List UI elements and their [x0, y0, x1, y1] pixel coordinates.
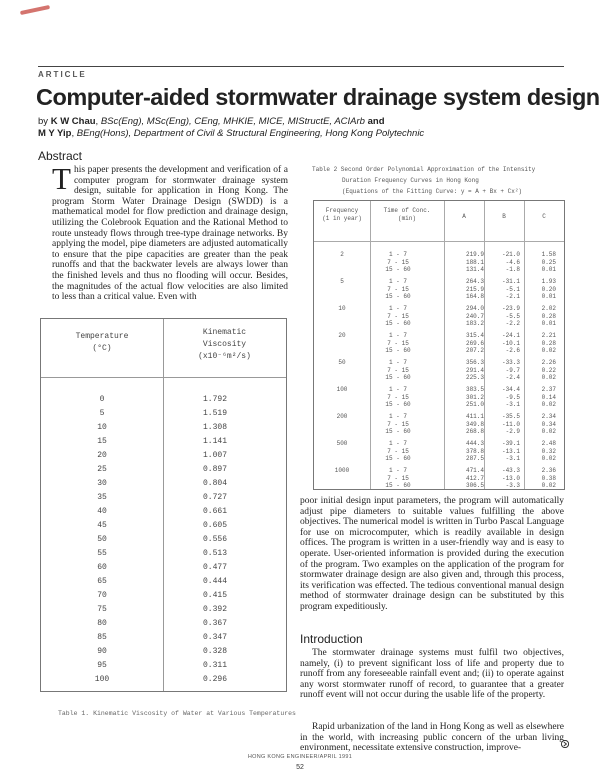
- table-1-row: [41, 549, 286, 561]
- duration-cell: 15 - 60: [385, 482, 411, 489]
- author-and: and: [367, 116, 385, 127]
- coef-a-cell: 251.0: [465, 401, 484, 408]
- intro-paragraph-1: The stormwater drainage systems must fulfil two objectives, namely, (i) to prevent significant loss of life and property due to runoff from any foreseeable rainfall event and; (ii) to operate against any worst stormwater runoff of record, to guarantee that a greater runoff event will not occur during the usable life of the property.: [300, 648, 564, 701]
- coef-c-cell: 0.22: [541, 366, 556, 374]
- table-1-row: [41, 605, 286, 617]
- intro-paragraph-2: Rapid urbanization of the land in Hong Kong as well as elsewhere in the world, with increasing public concern of the urban living environment, necessitate extensive construction, improve-: [300, 722, 564, 754]
- coef-b-cell: -3.1: [505, 455, 520, 462]
- coef-c-cell: 0.01: [541, 320, 556, 327]
- temperature-cell: 95: [97, 661, 107, 670]
- continue-arrow-icon: [561, 740, 569, 748]
- coef-c-cell: 2.48: [541, 440, 556, 447]
- section-kicker: ARTICLE: [38, 70, 87, 79]
- coef-b-cell: -11.0: [501, 420, 520, 428]
- duration-cell: 15 - 60: [385, 293, 411, 300]
- temperature-cell: 70: [97, 591, 107, 600]
- abstract-heading: Abstract: [38, 149, 83, 163]
- coef-b-cell: -3.3: [505, 482, 520, 489]
- temperature-cell: 45: [97, 521, 107, 530]
- author-line-2: M Y Yip, BEng(Hons), Department of Civil & Structural Engineering, Hong Kong Polytechnic: [38, 128, 425, 139]
- table-1-row: [41, 437, 286, 449]
- coef-c-cell: 2.37: [541, 386, 556, 393]
- coef-c-cell: 0.02: [541, 455, 556, 462]
- table-2-group: [314, 465, 564, 497]
- temperature-cell: 35: [97, 493, 107, 502]
- coef-a-cell: 188.1: [465, 258, 484, 266]
- temperature-cell: 50: [97, 535, 107, 544]
- ink-mark: [20, 5, 50, 15]
- coef-a-cell: 294.0: [465, 305, 484, 312]
- table-1-row: [41, 675, 286, 687]
- duration-cell: 1 - 7: [388, 386, 407, 393]
- table-1-row: [41, 647, 286, 659]
- coef-b-cell: -13.1: [501, 447, 520, 455]
- temperature-cell: 55: [97, 549, 107, 558]
- table-1-row: [41, 563, 286, 575]
- viscosity-cell: 1.007: [203, 451, 228, 460]
- coef-b-cell: -5.5: [505, 312, 520, 320]
- coef-b-cell: -43.3: [501, 467, 520, 474]
- temperature-cell: 75: [97, 605, 107, 614]
- coef-b-cell: -1.8: [505, 266, 520, 273]
- coef-c-cell: 2.02: [541, 305, 556, 312]
- duration-cell: 7 - 15: [387, 366, 409, 374]
- coef-c-cell: 0.38: [541, 474, 556, 482]
- coef-b-cell: -35.5: [501, 413, 520, 420]
- coef-a-cell: 131.4: [465, 266, 484, 273]
- viscosity-cell: 0.477: [203, 563, 228, 572]
- author-line-1: by K W Chau, BSc(Eng), MSc(Eng), CEng, MHKIE, MICE, MIStructE, ACIArb and: [38, 116, 385, 127]
- coef-a-cell: 183.2: [465, 320, 484, 327]
- frequency-cell: 200: [336, 413, 348, 420]
- coef-c-cell: 0.02: [541, 401, 556, 408]
- coef-c-cell: 0.02: [541, 482, 556, 489]
- duration-cell: 15 - 60: [385, 455, 411, 462]
- table-1-row: [41, 423, 286, 435]
- coef-c-cell: 0.25: [541, 258, 556, 266]
- duration-cell: 1 - 7: [388, 359, 407, 366]
- coef-c-cell: 1.93: [541, 278, 556, 285]
- coef-c-cell: 0.14: [541, 393, 556, 401]
- table-1-row: [41, 395, 286, 407]
- table-2-header-duration: Time of Conc. (min): [383, 207, 431, 222]
- viscosity-cell: 0.605: [203, 521, 228, 530]
- coef-b-cell: -9.5: [505, 393, 520, 401]
- table-1-row: [41, 633, 286, 645]
- duration-cell: 1 - 7: [388, 305, 407, 312]
- coef-a-cell: 207.2: [465, 347, 484, 354]
- author-by: by: [38, 116, 49, 127]
- coef-a-cell: 444.3: [465, 440, 484, 447]
- temperature-cell: 60: [97, 563, 107, 572]
- coef-c-cell: 2.21: [541, 332, 556, 339]
- viscosity-cell: 0.296: [203, 675, 228, 684]
- duration-cell: 15 - 60: [385, 266, 411, 273]
- temperature-cell: 25: [97, 465, 107, 474]
- abstract-body: his paper presents the development and verification of a computer program for stormwater drainage system design, suitable for application in Hong Kong. The program Storm Water Drainage Design (SWDD) is a mathematical model for flow prediction and drainage design, utilizing the Colebrook Equation and the Rational Method to route unsteady flows through tree-type drainage networks. By applying the model, pipe diameters are adjusted automatically to ensure that the pipe capacities are greater than the peak runoffs and that the backwater levels are always lower than the finished levels and thus no flooding will occur. Besides, the magnitudes of the actual flow velocities are also limited to less than a critical value. Even with: [52, 165, 288, 303]
- coef-c-cell: 2.26: [541, 359, 556, 366]
- table-1-row: [41, 493, 286, 505]
- coef-b-cell: -34.4: [501, 386, 520, 393]
- duration-cell: 7 - 15: [387, 420, 409, 428]
- temperature-cell: 80: [97, 619, 107, 628]
- coef-c-cell: 2.34: [541, 413, 556, 420]
- page-number: 52: [296, 764, 304, 771]
- table-2-header-frequency: Frequency (1 in year): [322, 207, 362, 222]
- coef-a-cell: 471.4: [465, 467, 484, 474]
- table-2-header-rule: [314, 241, 564, 242]
- table-1-header-rule: [41, 377, 286, 378]
- table-1: [40, 318, 287, 692]
- table-1-row: [41, 619, 286, 631]
- temperature-cell: 30: [97, 479, 107, 488]
- duration-cell: 7 - 15: [387, 312, 409, 320]
- duration-cell: 7 - 15: [387, 285, 409, 293]
- coef-c-cell: 0.01: [541, 266, 556, 273]
- duration-cell: 1 - 7: [388, 440, 407, 447]
- coef-a-cell: 264.3: [465, 278, 484, 285]
- coef-c-cell: 0.32: [541, 447, 556, 455]
- coef-b-cell: -31.1: [501, 278, 520, 285]
- frequency-cell: 500: [336, 440, 348, 447]
- viscosity-cell: 0.661: [203, 507, 228, 516]
- coef-a-cell: 291.4: [465, 366, 484, 374]
- coef-a-cell: 287.5: [465, 455, 484, 462]
- coef-a-cell: 225.3: [465, 374, 484, 381]
- temperature-cell: 5: [99, 409, 105, 418]
- table-1-row: [41, 521, 286, 533]
- table-1-row: [41, 591, 286, 603]
- frequency-cell: 100: [336, 386, 348, 393]
- coef-c-cell: 0.34: [541, 420, 556, 428]
- coef-b-cell: -4.6: [505, 258, 520, 266]
- abstract-text: [52, 161, 288, 303]
- author-1-quals: BSc(Eng), MSc(Eng), CEng, MHKIE, MICE, MIStructE, ACIArb: [100, 116, 365, 127]
- introduction-heading: Introduction: [300, 632, 363, 646]
- viscosity-cell: 0.347: [203, 633, 228, 642]
- coef-a-cell: 306.5: [465, 482, 484, 489]
- author-2-quals: BEng(Hons), Department of Civil & Structural Engineering, Hong Kong Polytechnic: [76, 128, 425, 139]
- viscosity-cell: 0.556: [203, 535, 228, 544]
- duration-cell: 15 - 60: [385, 428, 411, 435]
- frequency-cell: 2: [340, 251, 344, 258]
- table-2-header-b: B: [502, 213, 506, 220]
- coef-b-cell: -21.0: [501, 251, 520, 258]
- coef-b-cell: -13.0: [501, 474, 520, 482]
- temperature-cell: 15: [97, 437, 107, 446]
- table-1-row: [41, 535, 286, 547]
- temperature-cell: 10: [97, 423, 107, 432]
- coef-b-cell: -2.9: [505, 428, 520, 435]
- table-2-header-a: A: [462, 213, 466, 220]
- article-title: Computer-aided stormwater drainage system design: [36, 84, 600, 110]
- table-1-header-temperature: Temperature (°C): [75, 332, 129, 353]
- viscosity-cell: 0.804: [203, 479, 228, 488]
- coef-a-cell: 315.4: [465, 332, 484, 339]
- table-1-row: [41, 661, 286, 673]
- coef-b-cell: -5.1: [505, 285, 520, 293]
- coef-a-cell: 349.8: [465, 420, 484, 428]
- coef-c-cell: 0.28: [541, 339, 556, 347]
- duration-cell: 7 - 15: [387, 258, 409, 266]
- table-1-row: [41, 465, 286, 477]
- coef-c-cell: 0.20: [541, 285, 556, 293]
- duration-cell: 1 - 7: [388, 278, 407, 285]
- duration-cell: 15 - 60: [385, 401, 411, 408]
- coef-b-cell: -3.1: [505, 401, 520, 408]
- coef-a-cell: 356.3: [465, 359, 484, 366]
- duration-cell: 15 - 60: [385, 320, 411, 327]
- table-1-row: [41, 479, 286, 491]
- table-1-header-viscosity: Kinematic Viscosity (x10⁻⁶m²/s): [198, 328, 251, 361]
- coef-b-cell: -2.4: [505, 374, 520, 381]
- coef-c-cell: 0.01: [541, 293, 556, 300]
- coef-b-cell: -2.6: [505, 347, 520, 354]
- coef-a-cell: 411.1: [465, 413, 484, 420]
- table-2-caption: Table 2 Second Order Polynomial Approximation of the Intensity Duration Frequency Curves in Hong Kong (Equations of the Fitting Curve: y = A + Bx + Cx²): [312, 166, 536, 195]
- coef-a-cell: 378.8: [465, 447, 484, 455]
- header-rule: [38, 66, 564, 67]
- coef-b-cell: -10.1: [501, 339, 520, 347]
- viscosity-cell: 0.444: [203, 577, 228, 586]
- coef-a-cell: 269.6: [465, 339, 484, 347]
- coef-b-cell: -39.1: [501, 440, 520, 447]
- viscosity-cell: 1.519: [203, 409, 228, 418]
- duration-cell: 1 - 7: [388, 467, 407, 474]
- coef-a-cell: 215.9: [465, 285, 484, 293]
- viscosity-cell: 1.141: [203, 437, 228, 446]
- frequency-cell: 10: [338, 305, 346, 312]
- duration-cell: 7 - 15: [387, 393, 409, 401]
- frequency-cell: 5: [340, 278, 344, 285]
- duration-cell: 15 - 60: [385, 374, 411, 381]
- temperature-cell: 90: [97, 647, 107, 656]
- frequency-cell: 50: [338, 359, 346, 366]
- temperature-cell: 65: [97, 577, 107, 586]
- author-2-name: M Y Yip: [38, 128, 72, 139]
- coef-a-cell: 268.8: [465, 428, 484, 435]
- viscosity-cell: 0.367: [203, 619, 228, 628]
- viscosity-cell: 1.308: [203, 423, 228, 432]
- table-1-row: [41, 577, 286, 589]
- coef-a-cell: 240.7: [465, 312, 484, 320]
- viscosity-cell: 0.328: [203, 647, 228, 656]
- duration-cell: 7 - 15: [387, 474, 409, 482]
- temperature-cell: 100: [94, 675, 110, 684]
- coef-b-cell: -23.9: [501, 305, 520, 312]
- duration-cell: 7 - 15: [387, 339, 409, 347]
- temperature-cell: 85: [97, 633, 107, 642]
- frequency-cell: 1000: [334, 467, 350, 474]
- coef-a-cell: 301.2: [465, 393, 484, 401]
- table-1-row: [41, 507, 286, 519]
- temperature-cell: 20: [97, 451, 107, 460]
- frequency-cell: 20: [338, 332, 346, 339]
- viscosity-cell: 0.727: [203, 493, 228, 502]
- temperature-cell: 0: [99, 395, 105, 404]
- coef-a-cell: 412.7: [465, 474, 484, 482]
- table-2: [313, 200, 565, 490]
- journal-footer: HONG KONG ENGINEER/APRIL 1991: [247, 754, 353, 760]
- drop-cap: T: [52, 161, 71, 196]
- duration-cell: 15 - 60: [385, 347, 411, 354]
- temperature-cell: 40: [97, 507, 107, 516]
- coef-b-cell: -2.2: [505, 320, 520, 327]
- duration-cell: 7 - 15: [387, 447, 409, 455]
- coef-c-cell: 0.02: [541, 428, 556, 435]
- duration-cell: 1 - 7: [388, 413, 407, 420]
- coef-c-cell: 1.58: [541, 251, 556, 258]
- duration-cell: 1 - 7: [388, 251, 407, 258]
- viscosity-cell: 1.792: [203, 395, 228, 404]
- coef-c-cell: 2.36: [541, 467, 556, 474]
- coef-b-cell: -33.3: [501, 359, 520, 366]
- coef-a-cell: 383.5: [465, 386, 484, 393]
- table-2-header-c: C: [542, 213, 546, 220]
- viscosity-cell: 0.897: [203, 465, 228, 474]
- coef-c-cell: 0.02: [541, 374, 556, 381]
- coef-c-cell: 0.28: [541, 312, 556, 320]
- coef-a-cell: 219.9: [465, 251, 484, 258]
- viscosity-cell: 0.513: [203, 549, 228, 558]
- coef-a-cell: 164.8: [465, 293, 484, 300]
- viscosity-cell: 0.311: [203, 661, 228, 670]
- viscosity-cell: 0.415: [203, 591, 228, 600]
- table-1-caption: Table 1. Kinematic Viscosity of Water at Various Temperatures: [58, 710, 296, 717]
- author-1-name: K W Chau: [50, 116, 96, 127]
- viscosity-cell: 0.392: [203, 605, 228, 614]
- coef-b-cell: -9.7: [505, 366, 520, 374]
- coef-b-cell: -2.1: [505, 293, 520, 300]
- table-1-row: [41, 451, 286, 463]
- abstract-continued: poor initial design input parameters, the program will automatically adjust pipe diameters to suitable values fulfilling the above objectives. The numerical model is written in Turbo Pascal Language for use on microcomputer, which is readily available in design offices. The program is written in a user-friendly way and is easy to operate. User-oriented information is provided during the execution of the program. Two examples on the application of the program for stormwater drainage design are also given and, through this process, its verification was effected. The tedious conventional manual design method of stormwater drainage design can be substituted by this program expeditiously.: [300, 496, 564, 612]
- table-1-row: [41, 409, 286, 421]
- duration-cell: 1 - 7: [388, 332, 407, 339]
- coef-c-cell: 0.02: [541, 347, 556, 354]
- coef-b-cell: -24.1: [501, 332, 520, 339]
